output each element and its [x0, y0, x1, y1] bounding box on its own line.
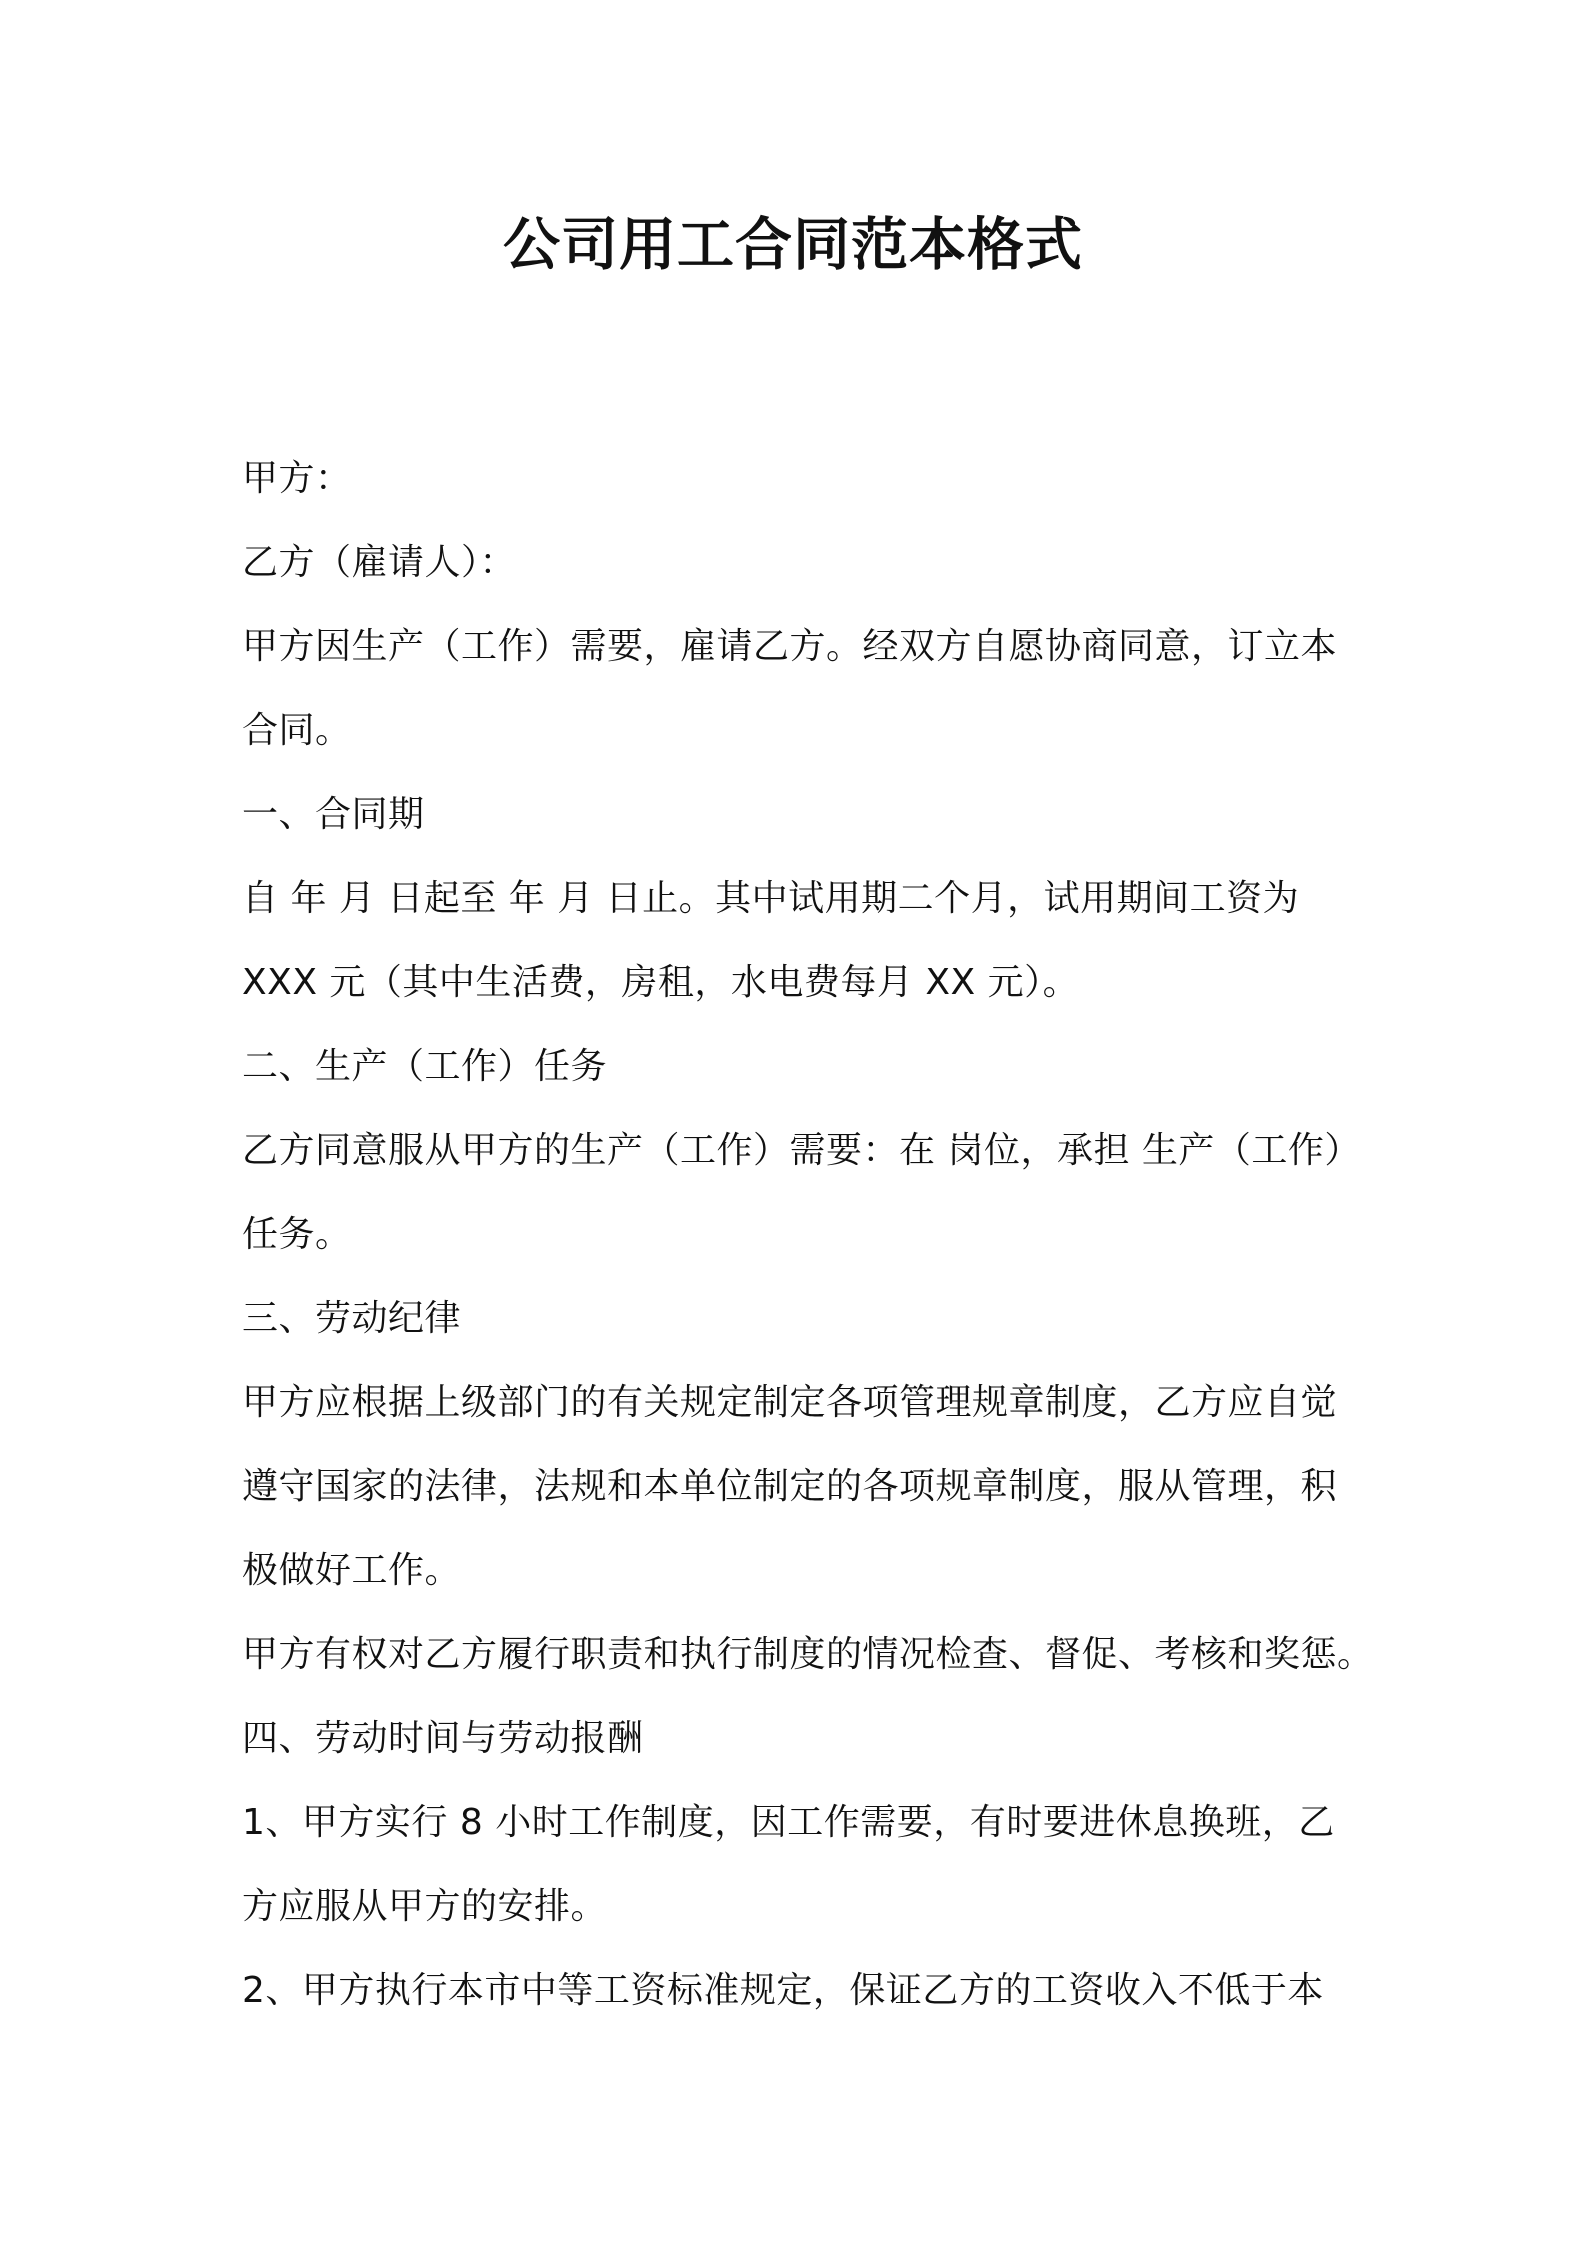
- discipline-line-3: 极做好工作。: [242, 1550, 462, 1591]
- intro-line-1: 甲方因生产（工作）需要，雇请乙方。经双方自愿协商同意，订立本: [242, 626, 1338, 667]
- intro-line-2: 合同。: [242, 710, 352, 751]
- hours-pay-line-1: 1、甲方实行 8 小时工作制度，因工作需要，有时要进休息换班，乙: [242, 1802, 1335, 1843]
- discipline-line-2: 遵守国家的法律，法规和本单位制定的各项规章制度，服从管理，积: [242, 1466, 1338, 1507]
- work-tasks-line-1: 乙方同意服从甲方的生产（工作）需要：在 岗位，承担 生产（工作）: [242, 1130, 1361, 1171]
- document-body: [242, 437, 1374, 2033]
- hours-pay-line-2: 方应服从甲方的安排。: [242, 1886, 608, 1927]
- contract-period-line-2: XXX 元（其中生活费，房租，水电费每月 XX 元）。: [242, 962, 1080, 1003]
- hours-pay-line-3: 2、甲方执行本市中等工资标准规定，保证乙方的工资收入不低于本: [242, 1970, 1324, 2011]
- discipline-line-4: 甲方有权对乙方履行职责和执行制度的情况检查、督促、考核和奖惩。: [242, 1634, 1374, 1675]
- contract-period-line-1: 自 年 月 日起至 年 月 日止。其中试用期二个月，试用期间工资为: [242, 878, 1300, 919]
- party-a-line: 甲方：: [242, 458, 352, 499]
- section-heading-labor-discipline: 三、劳动纪律: [242, 1298, 462, 1339]
- section-heading-contract-period: 一、合同期: [242, 794, 425, 835]
- section-heading-hours-pay: 四、劳动时间与劳动报酬: [242, 1718, 644, 1759]
- document-title: 公司用工合同范本格式: [503, 212, 1083, 278]
- discipline-line-1: 甲方应根据上级部门的有关规定制定各项管理规章制度，乙方应自觉: [242, 1382, 1338, 1423]
- section-heading-work-tasks: 二、生产（工作）任务: [242, 1046, 608, 1087]
- work-tasks-line-2: 任务。: [242, 1214, 352, 1255]
- party-b-line: 乙方（雇请人）：: [242, 542, 517, 583]
